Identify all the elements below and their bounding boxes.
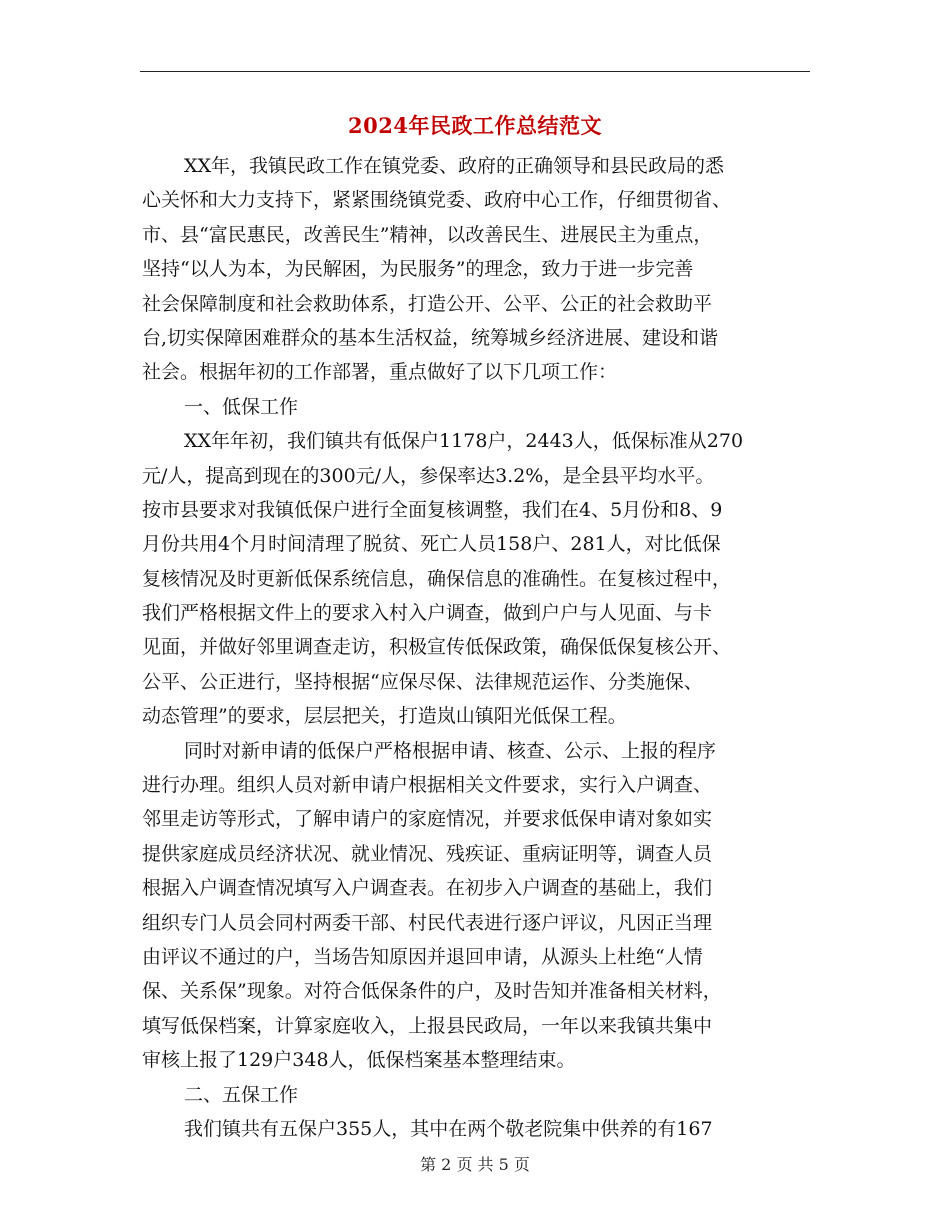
paragraph-line: 元/人，提高到现在的300元/人，参保率达3.2%，是全县平均水平。 [142, 464, 715, 487]
paragraph-line: XX年，我镇民政工作在镇党委、政府的正确领导和县民政局的悉 [184, 155, 725, 177]
paragraph-line: 动态管理”的要求，层层把关，打造岚山镇阳光低保工程。 [142, 705, 627, 728]
paragraph-line: 审核上报了129户348人，低保档案基本整理结束。 [142, 1049, 576, 1072]
paragraph-line: 按市县要求对我镇低保户进行全面复核调整，我们在4、5月份和8、9 [142, 498, 723, 521]
paragraph-line: 保、关系保”现象。对符合低保条件的户，及时告知并准备相关材料， [142, 980, 722, 1003]
paragraph-line: 由评议不通过的户，当场告知原因并退回申请，从源头上杜绝“人情 [142, 945, 703, 968]
paragraph-line: 心关怀和大力支持下，紧紧围绕镇党委、政府中心工作，仔细贯彻省、 [142, 189, 732, 212]
paragraph-line: 填写低保档案，计算家庭收入，上报县民政局，一年以来我镇共集中 [142, 1014, 713, 1037]
page-number-footer: 第 2 页 共 5 页 [420, 1155, 530, 1174]
paragraph-line: 组织专门人员会同村两委干部、村民代表进行逐户评议，凡因正当理 [142, 911, 713, 934]
section-heading: 一、低保工作 [184, 395, 299, 418]
paragraph-line: 坚持“以人为本，为民解困，为民服务”的理念，致力于进一步完善 [142, 258, 694, 281]
paragraph-line: 提供家庭成员经济状况、就业情况、残疾证、重病证明等，调查人员 [142, 842, 713, 865]
paragraph-line: 同时对新申请的低保户严格根据申请、核查、公示、上报的程序 [184, 739, 717, 762]
paragraph-line: 社会保障制度和社会救助体系，打造公开、公平、公正的社会救助平 [142, 292, 713, 315]
paragraph-line: 我们镇共有五保户355人，其中在两个敬老院集中供养的有167 [184, 1117, 713, 1140]
paragraph-line: 复核情况及时更新低保系统信息，确保信息的准确性。在复核过程中， [142, 567, 732, 590]
section-heading: 二、五保工作 [184, 1083, 299, 1106]
paragraph-line: 市、县“富民惠民，改善民生”精神，以改善民生、进展民主为重点， [142, 223, 713, 246]
paragraph-line: 根据入户调查情况填写入户调查表。在初步入户调查的基础上，我们 [142, 877, 713, 900]
paragraph-line: 月份共用4个月时间清理了脱贫、死亡人员158户、281人，对比低保 [142, 533, 721, 556]
paragraph-line: XX年年初，我们镇共有低保户1178户，2443人，低保标准从270 [184, 430, 744, 453]
paragraph-line: 见面，并做好邻里调查走访，积极宣传低保政策，确保低保复核公开、 [142, 636, 732, 659]
document-title: 2024年民政工作总结范文 [348, 113, 602, 138]
paragraph-line: 我们严格根据文件上的要求入村入户调查，做到户户与人见面、与卡 [142, 602, 713, 625]
paragraph-line: 台,切实保障困难群众的基本生活权益，统筹城乡经济进展、建设和谐 [142, 326, 719, 349]
paragraph-line: 邻里走访等形式，了解申请户的家庭情况，并要求低保申请对象如实 [142, 808, 713, 831]
paragraph-line: 社会。根据年初的工作部署，重点做好了以下几项工作： [142, 361, 618, 384]
document-body [142, 149, 810, 1146]
paragraph-line: 公平、公正进行，坚持根据“应保尽保、法律规范运作、分类施保、 [142, 670, 703, 693]
header-rule [140, 71, 810, 72]
paragraph-line: 进行办理。组织人员对新申请户根据相关文件要求，实行入户调查、 [142, 774, 713, 797]
